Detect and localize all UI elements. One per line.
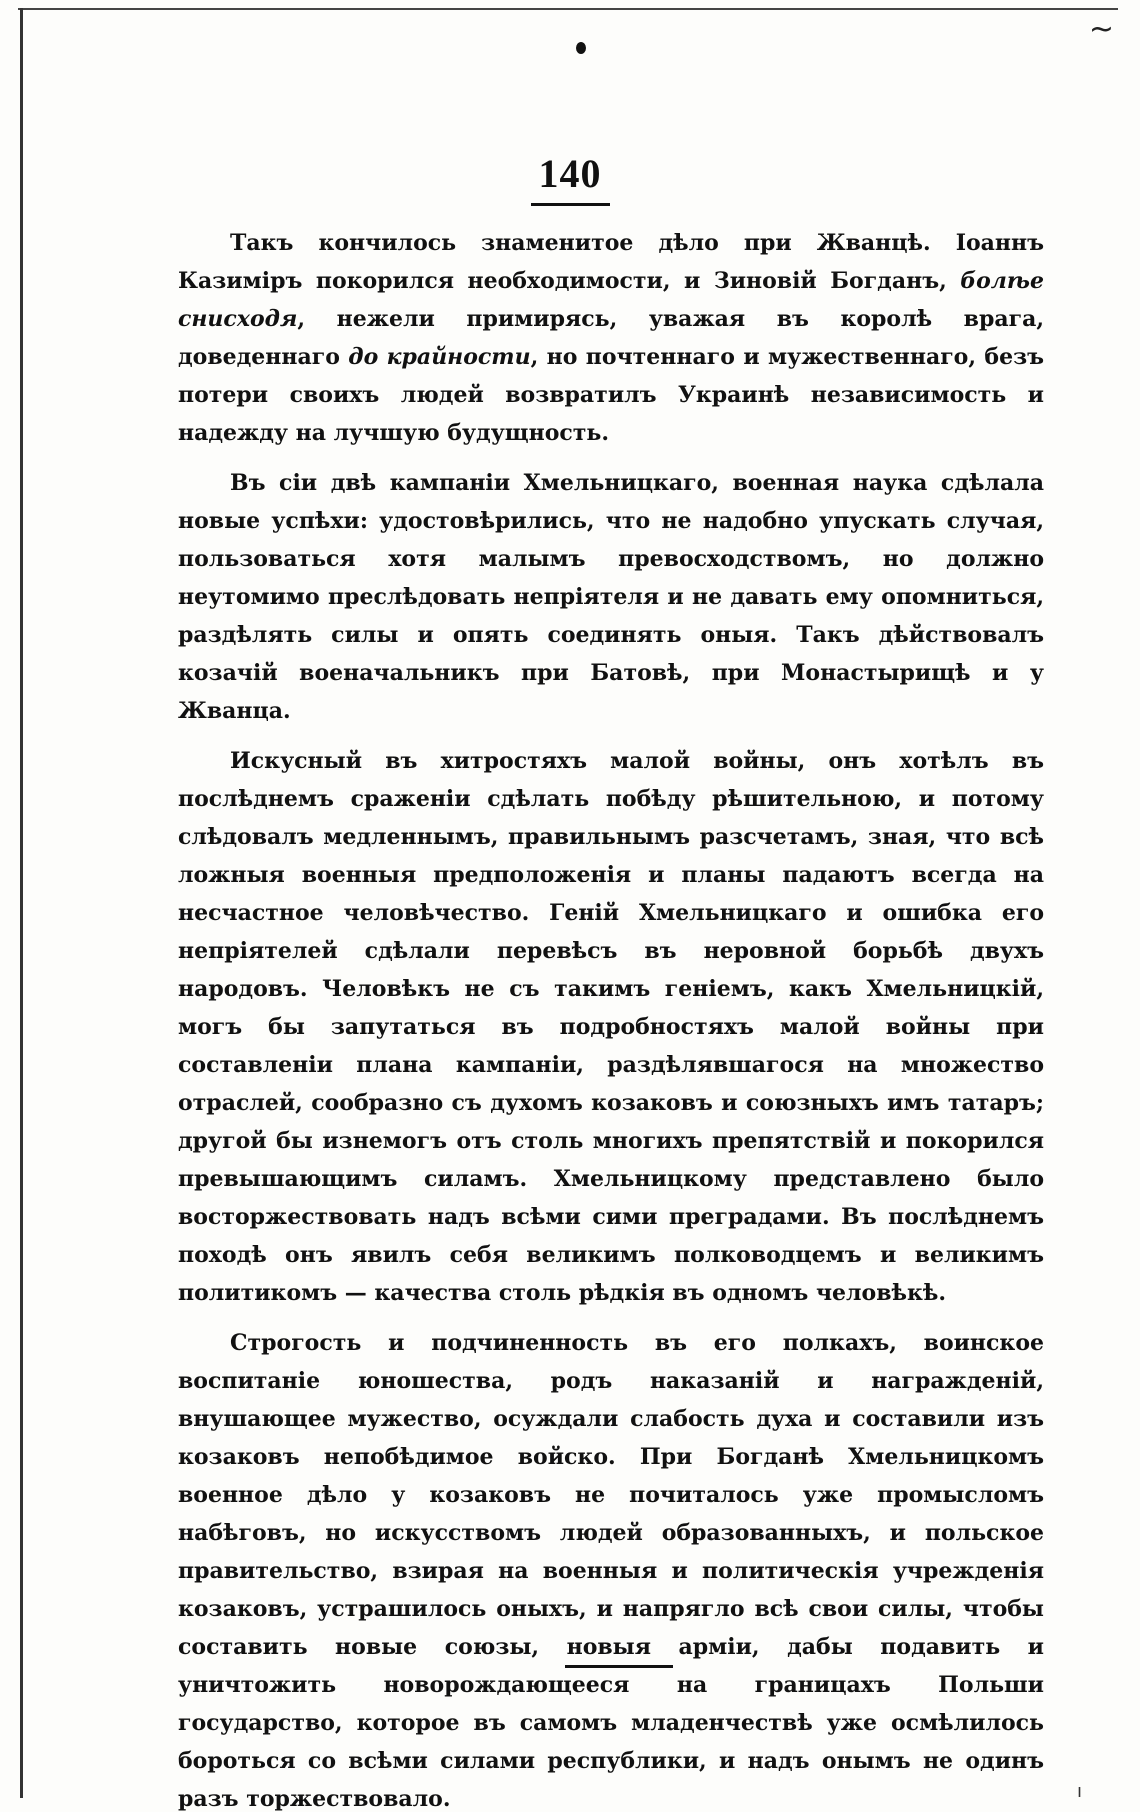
scan-top-edge [18,8,1118,10]
emphasis-text: до крайности [348,344,531,370]
bottom-mark: ı [1076,1781,1082,1802]
paragraph-text: Искусный въ хитростяхъ малой войны, онъ хотѣлъ въ послѣднемъ сраженіи сдѣлать побѣду рѣшительною, и потому слѣдовалъ медленнымъ, правильнымъ разсчетамъ, зная, что всѣ ложныя военныя предположенія и планы падаютъ всегда на несчастное человѣчество. Геній Хмельницкаго и ошибка его непріятелей сдѣлали перевѣсъ въ неровной борьбѣ двухъ народовъ. Человѣкъ не съ такимъ геніемъ, какъ Хмельницкій, могъ бы запутаться въ подробностяхъ малой войны при составленіи плана кампаніи, раздѣлявшагося на множество отраслей, сообразно съ духомъ козаковъ и союзныхъ имъ татаръ; другой бы изнемогъ отъ столь многихъ препятствій и покорился превышающимъ силамъ. Хмельницкому представлено было восторжествовать надъ всѣми сими преградами. Въ послѣднемъ походѣ онъ явилъ себя великимъ полководцемъ и великимъ политикомъ — качества столь рѣдкія въ одномъ человѣкѣ. [178,748,1044,1306]
page-header [0,150,1140,206]
scan-left-edge [20,8,23,1798]
end-rule [565,1665,673,1668]
paragraph-text: Въ сіи двѣ кампаніи Хмельницкаго, военная наука сдѣлала новые успѣхи: удостовѣрились, что не надобно упускать случая, пользоваться хотя малымъ превосходствомъ, но должно неутомимо преслѣдовать непріятеля и не давать ему опомниться, раздѣлять силы и опять соединять оныя. Такъ дѣйствовалъ козачій военачальникъ при Батовѣ, при Монастырищѣ и у Жванца. [178,470,1044,724]
paragraph [178,464,1044,730]
corner-mark: ~ [1088,12,1114,47]
paragraph-text: , но почтеннаго и мужественнаго, безъ потери своихъ людей возвратилъ Украинѣ независимость и надежду на лучшую будущность. [178,344,1044,446]
paragraph-text: , нежели примирясь, уважая въ королѣ врага, доведеннаго [178,306,1044,370]
paragraph-text: Такъ кончилось знаменитое дѣло при Жванцѣ. Іоаннъ Казиміръ покорился необходимости, и Зиновій Богданъ, [178,230,1044,294]
paragraph-text: Строгость и подчиненность въ его полкахъ, воинское воспитаніе юношества, родъ наказаній и награжденій, внушающее мужество, осуждали слабость духа и составили изъ козаковъ непобѣдимое войско. При Богданѣ Хмельницкомъ военное дѣло у козаковъ не почиталось уже промысломъ набѣговъ, но искусствомъ людей образованныхъ, и польское правительство, взирая на военныя и политическія учрежденія козаковъ, устрашилось оныхъ, и напрягло всѣ свои силы, чтобы составить новые союзы, новыя арміи, дабы подавить и уничтожить новорождающееся на границахъ Польши государство, которое въ самомъ младенчествѣ уже осмѣлилось бороться со всѣми силами республики, и надъ онымъ не одинъ разъ торжествовало. [178,1330,1044,1812]
paragraph [178,224,1044,452]
page-number: 140 [531,150,610,206]
body-text [178,224,1044,1818]
emphasis-text: болѣе снисходя [178,268,1044,332]
paragraph [178,742,1044,1312]
ink-dot [576,42,586,54]
paragraph [178,1324,1044,1818]
